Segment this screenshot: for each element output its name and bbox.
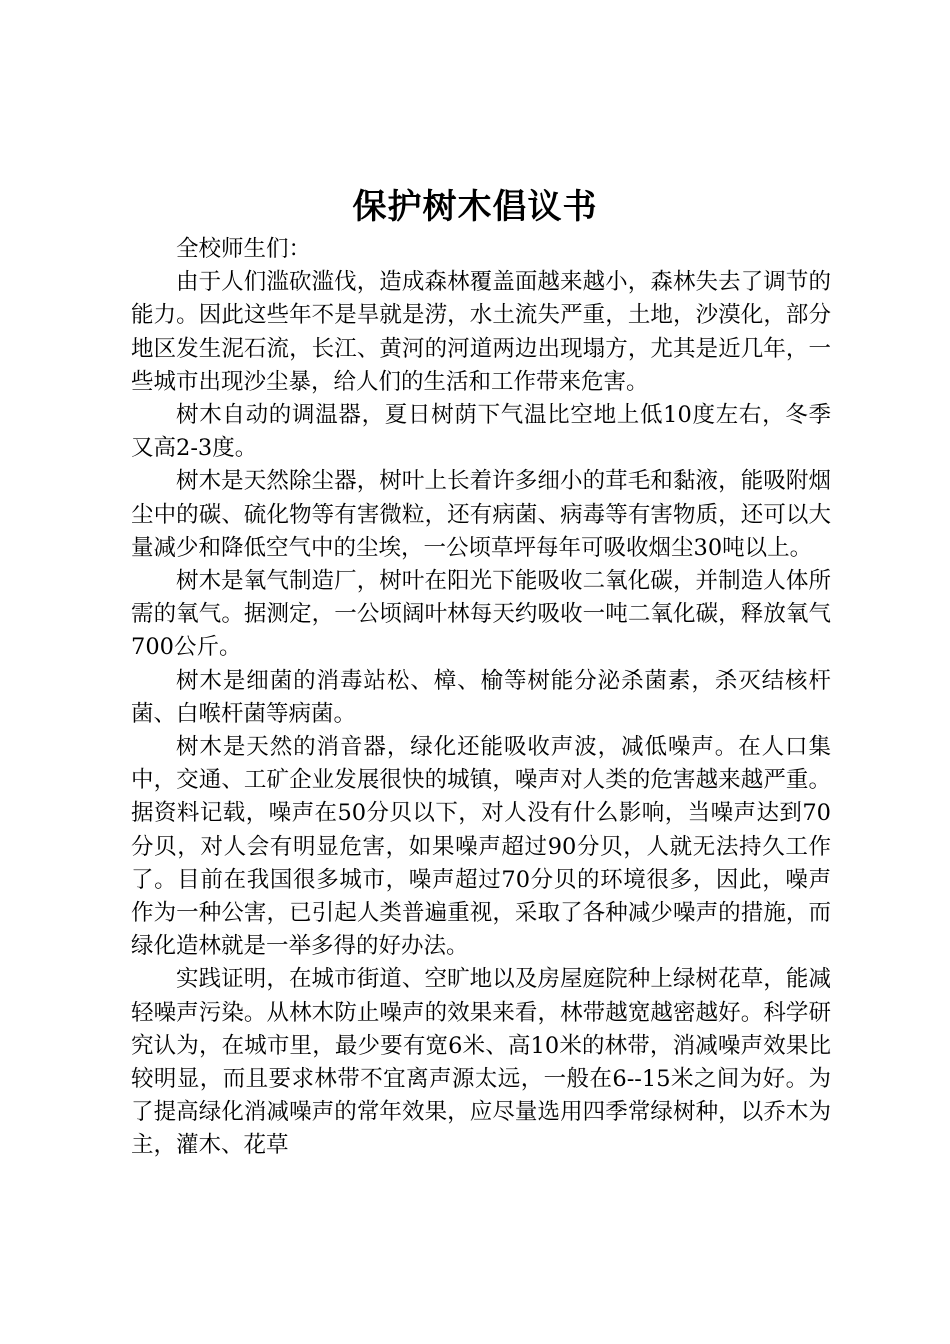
paragraph-practice: 实践证明，在城市街道、空旷地以及房屋庭院种上绿树花草，能减轻噪声污染。从林木防止噪声的效果来看，林带越宽越密越好。科学研究认为，在城市里，最少要有宽6米、高10米的林带，消减噪声效果比较明显，而且要求林带不宜离声源太远，一般在6--15米之间为好。为了提高绿化消减噪声的常年效果，应尽量选用四季常绿树种，以乔木为主，灌木、花草 <box>131 966 831 1159</box>
salutation: 全校师生们： <box>176 236 312 262</box>
paragraph-oxygen: 树木是氧气制造厂，树叶在阳光下能吸收二氧化碳，并制造人体所需的氧气。据测定，一公顷阔叶林每天约吸收一吨二氧化碳，释放氧气700公斤。 <box>131 568 831 661</box>
document-body <box>131 233 831 1163</box>
paragraph-noise: 树木是天然的消音器，绿化还能吸收声波，减低噪声。在人口集中，交通、工矿企业发展很快的城镇，噪声对人类的危害越来越严重。据资料记载，噪声在50分贝以下，对人没有什么影响，当噪声达到70分贝，对人会有明显危害，如果噪声超过90分贝，人就无法持久工作了。目前在我国很多城市，噪声超过70分贝的环境很多，因此，噪声作为一种公害，已引起人类普遍重视，采取了各种减少噪声的措施，而绿化造林就是一举多得的好办法。 <box>131 734 831 960</box>
paragraph-disinfection: 树木是细菌的消毒站松、樟、榆等树能分泌杀菌素，杀灭结核杆菌、白喉杆菌等病菌。 <box>131 667 831 727</box>
paragraph-dust: 树木是天然除尘器，树叶上长着许多细小的茸毛和黏液，能吸附烟尘中的碳、硫化物等有害微粒，还有病菌、病毒等有害物质，还可以大量减少和降低空气中的尘埃，一公顷草坪每年可吸收烟尘30吨以上。 <box>131 468 831 561</box>
paragraph-deforestation: 由于人们滥砍滥伐，造成森林覆盖面越来越小，森林失去了调节的能力。因此这些年不是旱就是涝，水土流失严重，土地，沙漠化，部分地区发生泥石流，长江、黄河的河道两边出现塌方，尤其是近几年，一些城市出现沙尘暴，给人们的生活和工作带来危害。 <box>131 269 831 395</box>
paragraph-temperature: 树木自动的调温器，夏日树荫下气温比空地上低10度左右，冬季又高2-3度。 <box>131 402 831 462</box>
document-title: 保护树木倡议书 <box>352 187 598 227</box>
